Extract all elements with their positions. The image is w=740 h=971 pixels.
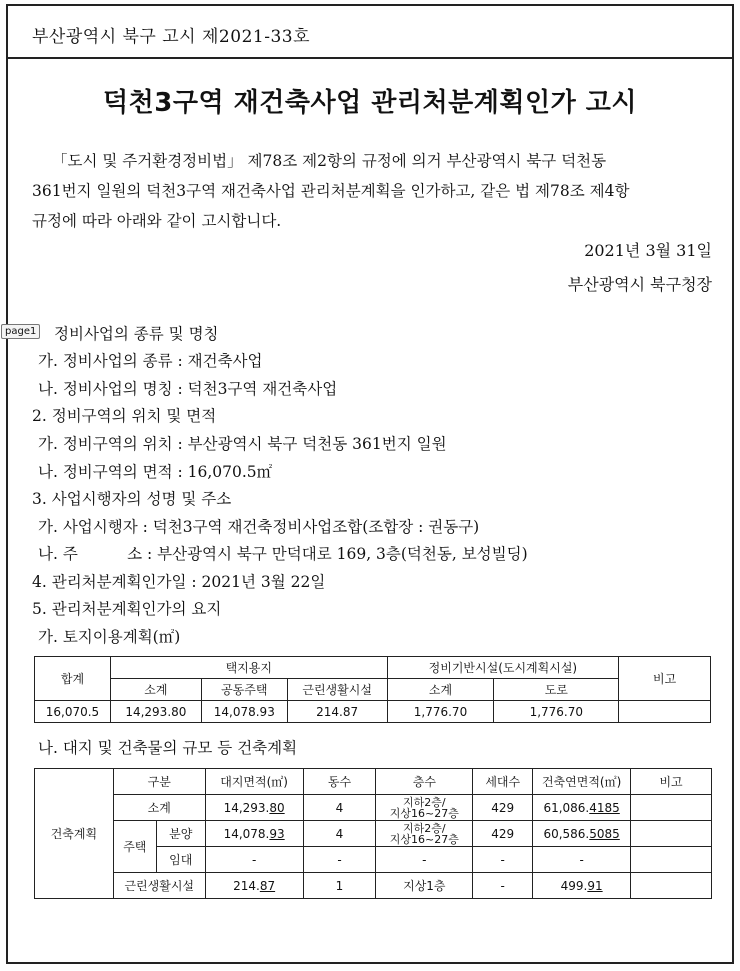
value-remarks [619, 701, 711, 723]
section-2b: 나. 정비구역의 면적 : 16,070.5㎡ [38, 463, 273, 481]
section-1-heading: 정비사업의 종류 및 명칭 [54, 325, 219, 343]
section-4-heading: 4. 관리처분계획인가일 : 2021년 3월 22일 [32, 573, 326, 591]
body-line-3: 규정에 따라 아래와 같이 고시합니다. [32, 212, 282, 230]
header-total: 합계 [35, 657, 111, 701]
body-paragraph [32, 146, 716, 236]
header-apartment: 공동주택 [201, 679, 287, 701]
notice-date: 2021년 3월 31일 [584, 241, 712, 260]
body-line-1: 「도시 및 주거환경정비법」 제78조 제2항의 규정에 의거 부산광역시 북구 덕천동 [52, 152, 607, 170]
table-row [35, 795, 712, 821]
section-1a: 가. 정비사업의 종류 : 재건축사업 [38, 352, 263, 370]
notice-number: 부산광역시 북구 고시 제2021-33호 [32, 27, 310, 47]
table-row [35, 873, 712, 899]
table-row [35, 821, 712, 847]
subtotal-floors: 지하2층/ 지상16~27층 [376, 795, 473, 821]
section-2a: 가. 정비구역의 위치 : 부산광역시 북구 덕천동 361번지 일원 [38, 435, 447, 453]
section-3a: 가. 사업시행자 : 덕천3구역 재건축정비사업조합(조합장 : 권동구) [38, 518, 480, 536]
document-title: 덕천3구역 재건축사업 관리처분계획인가 고시 [103, 88, 637, 118]
neighborhood-floors: 지상1층 [376, 873, 473, 899]
header-remarks: 비고 [631, 769, 712, 795]
rental-buildings: - [303, 847, 376, 873]
header-housing-land: 택지용지 [110, 657, 387, 679]
value-road: 1,776.70 [494, 701, 619, 723]
building-plan-table [34, 768, 712, 899]
subtotal-households: 429 [473, 795, 533, 821]
neighborhood-remarks [631, 873, 712, 899]
sale-floors: 지하2층/ 지상16~27층 [376, 821, 473, 847]
row-label-plan: 건축계획 [35, 769, 114, 899]
section-5a: 가. 토지이용계획(㎡) [38, 628, 181, 646]
rental-floors: - [376, 847, 473, 873]
header-site-area: 대지면적(㎡) [205, 769, 303, 795]
page-tag[interactable]: page1 [1, 324, 40, 339]
section-3b: 나. 주 소 : 부산광역시 북구 만덕대로 169, 3층(덕천동, 보성빌딩) [38, 545, 528, 563]
neighborhood-site-area: 214.87 [205, 873, 303, 899]
sale-site-area: 14,078.93 [205, 821, 303, 847]
subtotal-floor-area: 61,086.4185 [533, 795, 631, 821]
header-households: 세대수 [473, 769, 533, 795]
section-5-heading: 5. 관리처분계획인가의 요지 [32, 600, 222, 618]
table-row [35, 701, 711, 723]
sale-floor-area: 60,586.5085 [533, 821, 631, 847]
row-sale-label: 분양 [156, 821, 205, 847]
neighborhood-floor-area: 499.91 [533, 873, 631, 899]
value-total: 16,070.5 [35, 701, 111, 723]
header-subtotal-2: 소계 [387, 679, 494, 701]
row-housing-label: 주택 [113, 821, 156, 873]
neighborhood-households: - [473, 873, 533, 899]
row-subtotal-label: 소계 [113, 795, 205, 821]
subtotal-remarks [631, 795, 712, 821]
neighborhood-buildings: 1 [303, 873, 376, 899]
row-neighborhood-label: 근린생활시설 [113, 873, 205, 899]
header-remarks: 비고 [619, 657, 711, 701]
sale-remarks [631, 821, 712, 847]
body-line-2: 361번지 일원의 덕천3구역 재건축사업 관리처분계획을 인가하고, 같은 법 제78조 제4항 [32, 182, 630, 200]
header-subtotal: 소계 [110, 679, 201, 701]
header-floors: 층수 [376, 769, 473, 795]
land-use-table [34, 656, 711, 723]
value-subtotal-2: 1,776.70 [387, 701, 494, 723]
value-apartment: 14,078.93 [201, 701, 287, 723]
rental-floor-area: - [533, 847, 631, 873]
section-1b: 나. 정비사업의 명칭 : 덕천3구역 재건축사업 [38, 380, 338, 398]
issuer: 부산광역시 북구청장 [567, 275, 712, 294]
subtotal-buildings: 4 [303, 795, 376, 821]
header-floor-area: 건축연면적(㎡) [533, 769, 631, 795]
header-buildings: 동수 [303, 769, 376, 795]
header-divider [6, 57, 734, 59]
section-3-heading: 3. 사업시행자의 성명 및 주소 [32, 490, 232, 508]
section-2-heading: 2. 정비구역의 위치 및 면적 [32, 407, 217, 425]
header-road: 도로 [494, 679, 619, 701]
sale-households: 429 [473, 821, 533, 847]
header-infra: 정비기반시설(도시계획시설) [387, 657, 619, 679]
rental-remarks [631, 847, 712, 873]
row-rental-label: 임대 [156, 847, 205, 873]
header-neighborhood: 근린생활시설 [287, 679, 387, 701]
section-5b: 나. 대지 및 건축물의 규모 등 건축계획 [38, 739, 298, 757]
value-subtotal: 14,293.80 [110, 701, 201, 723]
subtotal-site-area: 14,293.80 [205, 795, 303, 821]
rental-households: - [473, 847, 533, 873]
value-neighborhood: 214.87 [287, 701, 387, 723]
sale-buildings: 4 [303, 821, 376, 847]
header-category: 구분 [113, 769, 205, 795]
rental-site-area: - [205, 847, 303, 873]
